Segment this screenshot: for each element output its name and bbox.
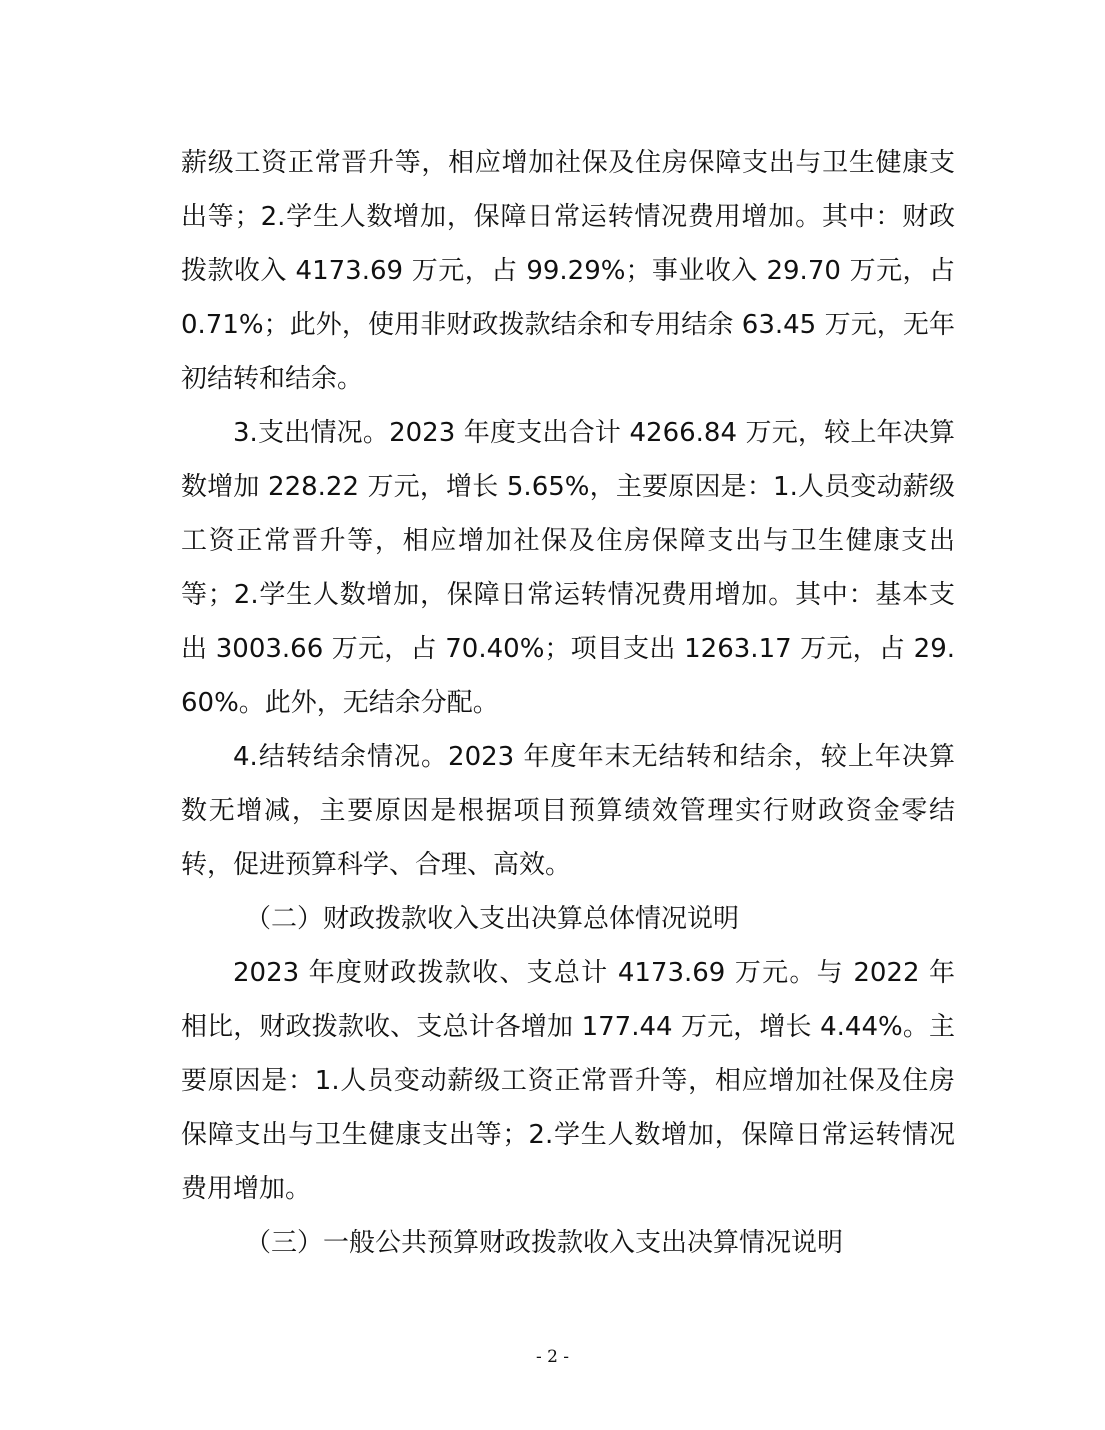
section-heading-fiscal-appropriation: （二）财政拨款收入支出决算总体情况说明 (245, 904, 740, 934)
paragraph-expenditure: 3.支出情况。2023 年度支出合计 4266.84 万元，较上年决算数增加 228.22 万元，增长 5.65%，主要原因是：1.人员变动薪级工资正常晋升等，相应增加社保及住房保障支出与卫生健康支出等；2.学生人数增加，保障日常运转情况费用增加。其中：基本支出 3003.66 万元，占 70.40%；项目支出 1263.17 万元，占 29.60%。此外，无结余分配。 (181, 418, 955, 718)
paragraph-income-continued: 薪级工资正常晋升等，相应增加社保及住房保障支出与卫生健康支出等；2.学生人数增加，保障日常运转情况费用增加。其中：财政拨款收入 4173.69 万元，占 99.29%；事业收入 29.70 万元，占 0.71%；此外，使用非财政拨款结余和专用结余 63.45 万元，无年初结转和结余。 (181, 148, 955, 394)
section-heading-general-budget: （三）一般公共预算财政拨款收入支出决算情况说明 (245, 1228, 844, 1258)
paragraph-fiscal-appropriation: 2023 年度财政拨款收、支总计 4173.69 万元。与 2022 年相比，财政拨款收、支总计各增加 177.44 万元，增长 4.44%。主要原因是：1.人员变动薪级工资正常晋升等，相应增加社保及住房保障支出与卫生健康支出等；2.学生人数增加，保障日常运转情况费用增加。 (181, 958, 955, 1204)
page-number: - 2 - (535, 1347, 570, 1367)
paragraph-carryover: 4.结转结余情况。2023 年度年末无结转和结余，较上年决算数无增减，主要原因是根据项目预算绩效管理实行财政资金零结转，促进预算科学、合理、高效。 (181, 742, 955, 880)
document-body (181, 136, 955, 1270)
